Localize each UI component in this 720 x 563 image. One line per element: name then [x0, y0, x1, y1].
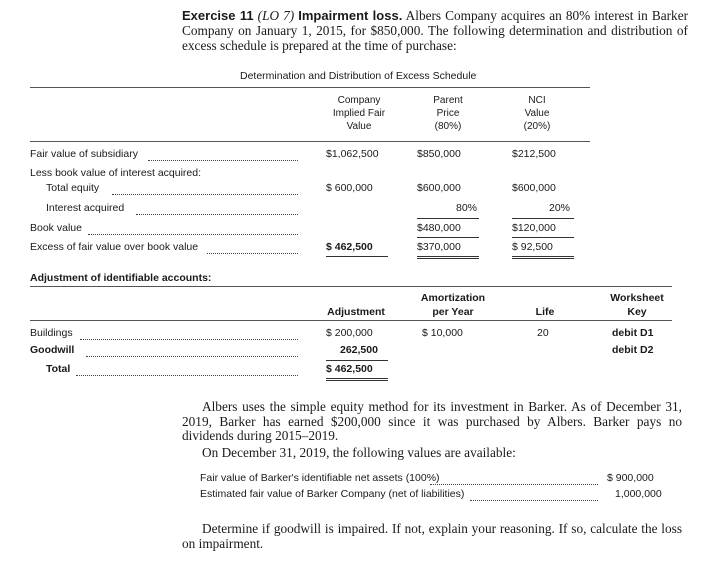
- row-book-value-label: Book value: [30, 222, 82, 234]
- goodwill-adjustment: 262,500: [340, 344, 378, 356]
- goodwill-key: debit D2: [612, 344, 654, 356]
- fair-value-parent: $850,000: [417, 148, 461, 160]
- question-paragraph: Determine if goodwill is impaired. If not, explain your reasoning. If so, calculate the loss on impairment.: [182, 521, 682, 551]
- excess-nci: $ 92,500: [512, 241, 553, 253]
- col-header-adjustment: Adjustment: [327, 306, 385, 318]
- underline: [417, 256, 479, 257]
- total-adjustment: $ 462,500: [326, 363, 373, 375]
- col-header-worksheet-key: Worksheet Key: [610, 292, 664, 318]
- value-row-2-amount: 1,000,000: [615, 488, 662, 500]
- underline: [417, 237, 479, 238]
- value-row-1-label: Fair value of Barker's identifiable net assets (100%): [200, 472, 440, 484]
- underline: [326, 360, 388, 361]
- col-header-nci: NCI Value (20%): [523, 95, 551, 132]
- interest-parent: 80%: [456, 202, 478, 214]
- value-row-1-amount: $ 900,000: [607, 472, 654, 484]
- underline: [326, 378, 388, 379]
- col-header-parent: Parent Price (80%): [433, 95, 463, 132]
- row-total-label: Total: [46, 363, 71, 375]
- buildings-key: debit D1: [612, 327, 654, 339]
- underline: [512, 218, 574, 219]
- schedule-title: Determination and Distribution of Excess Schedule: [240, 70, 477, 82]
- excess-implied: $ 462,500: [326, 241, 373, 253]
- buildings-life: 20: [537, 327, 549, 339]
- underline: [326, 256, 388, 257]
- underline: [512, 256, 574, 257]
- book-value-nci: $120,000: [512, 222, 556, 234]
- col-header-company: Company Implied Fair Value: [332, 95, 386, 132]
- body-paragraph-1: Albers uses the simple equity method for its investment in Barker. As of December 31, 2019, Barker has earned $200,000 since it was purchased by Albers. Barker pays no dividends during 2015–2019.: [182, 399, 682, 443]
- schedule-top-rule: [30, 87, 590, 88]
- adjustment-top-rule: [30, 286, 672, 287]
- row-fair-value-label: Fair value of subsidiary: [30, 148, 138, 160]
- underline: [417, 218, 479, 219]
- exercise-title: Impairment loss.: [298, 8, 403, 23]
- exercise-text: Albers Company acquires an 80% interest in Barker Company on January 1, 2015, for $850,000. The following determination and distribution of excess schedule is prepared at the time of purchase:: [182, 8, 689, 53]
- leader-dots: [112, 194, 298, 195]
- total-equity-implied: $ 600,000: [326, 182, 373, 194]
- row-goodwill-label: Goodwill: [30, 344, 75, 356]
- leader-dots: [88, 234, 298, 235]
- adjustment-heading: Adjustment of identifiable accounts:: [30, 272, 212, 284]
- buildings-amortization: $ 10,000: [422, 327, 463, 339]
- row-interest-label: Interest acquired: [46, 202, 125, 214]
- leader-dots: [80, 339, 298, 340]
- fair-value-nci: $212,500: [512, 148, 556, 160]
- total-equity-parent: $600,000: [417, 182, 461, 194]
- row-total-equity-label: Total equity: [46, 182, 100, 194]
- total-equity-nci: $600,000: [512, 182, 556, 194]
- row-excess-label: Excess of fair value over book value: [30, 241, 199, 253]
- exercise-intro: [182, 8, 688, 53]
- adjustment-header-rule: [30, 320, 672, 321]
- leader-dots: [86, 356, 298, 357]
- row-buildings-label: Buildings: [30, 327, 73, 339]
- learning-objective: (LO 7): [257, 8, 295, 23]
- leader-dots: [430, 484, 598, 485]
- col-header-life: Life: [535, 306, 555, 318]
- leader-dots: [148, 160, 298, 161]
- row-less-book-label: Less book value of interest acquired:: [30, 167, 202, 179]
- value-row-2-label: Estimated fair value of Barker Company (net of liabilities): [200, 488, 465, 500]
- underline: [512, 258, 574, 259]
- exercise-label: Exercise 11: [182, 8, 254, 23]
- leader-dots: [207, 253, 298, 254]
- leader-dots: [136, 214, 298, 215]
- col-header-amortization: Amortization per Year: [420, 292, 486, 318]
- interest-nci: 20%: [549, 202, 571, 214]
- leader-dots: [470, 500, 598, 501]
- header-bottom-rule: [30, 141, 590, 142]
- leader-dots: [76, 375, 298, 376]
- body-paragraph-2: On December 31, 2019, the following values are available:: [202, 445, 516, 460]
- underline: [512, 237, 574, 238]
- excess-parent: $370,000: [417, 241, 461, 253]
- fair-value-implied: $1,062,500: [326, 148, 379, 160]
- buildings-adjustment: $ 200,000: [326, 327, 373, 339]
- underline: [417, 258, 479, 259]
- book-value-parent: $480,000: [417, 222, 461, 234]
- underline: [326, 380, 388, 381]
